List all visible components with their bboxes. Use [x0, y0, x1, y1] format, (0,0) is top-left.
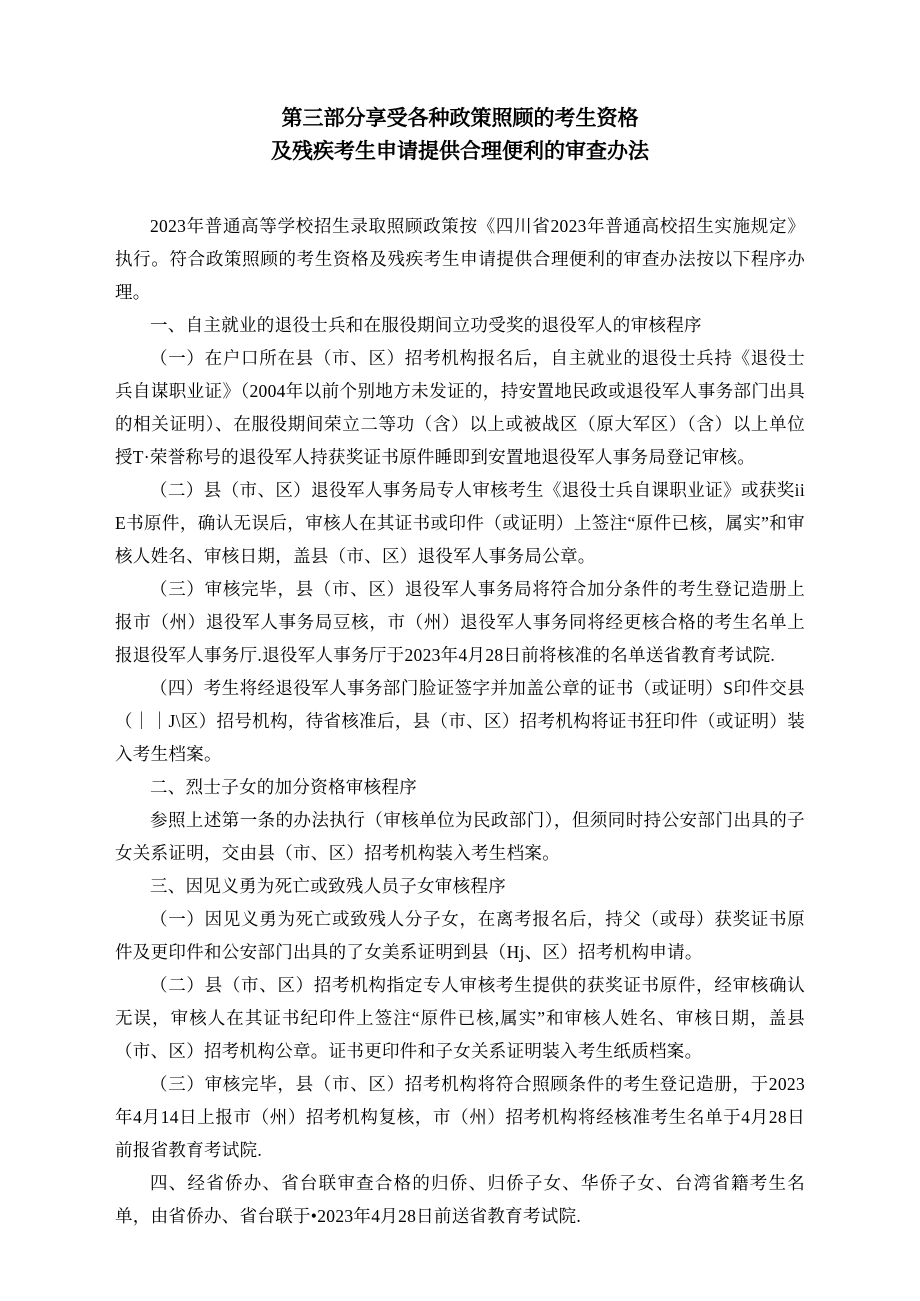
document-title — [115, 102, 805, 168]
paragraph-section-1-item-2: （二）县（市、区）退役军人事务局专人审核考生《退役士兵自课职业证》或获奖iiE书原件，确认无误后，审核人在其证书或印件（或证明）上签注“原件已核，属实”和审核人姓名、审核日期，盖县（市、区）退役军人事务局公章。 — [115, 480, 805, 566]
document-body — [115, 210, 805, 1233]
paragraph-section-2-body: 参照上述第一条的办法执行（审核单位为民政部门），但须同时持公安部门出具的子女关系证明，交由县（市、区）招考机构装入考生档案。 — [115, 810, 805, 863]
paragraph-section-1-item-3: （三）审核完毕，县（市、区）退役军人事务局将符合加分条件的考生登记造册上报市（州）退役军人事务局豆核，市（州）退役军人事务同将经更核合格的考生名单上报退役军人事务厅.退役军人事务厅于2023年4月28日前将核准的名单送省教育考试院. — [115, 579, 805, 665]
paragraph-section-3-heading: 三、因见义勇为死亡或致残人员子女审核程序 — [150, 876, 506, 896]
paragraph-section-1-item-4: （四）考生将经退役军人事务部门脸证签字并加盖公章的证书（或证明）S印件交县（｜｜J\区）招号机构，待省核准后，县（市、区）招考机构将证书狂印件（或证明）装入考生档案。 — [115, 678, 805, 764]
title-line-2: 及残疾考生申请提供合理便利的审查办法 — [271, 139, 649, 163]
paragraph-section-2-heading: 二、烈士子女的加分资格审核程序 — [150, 777, 417, 797]
paragraph-section-3-item-2: （二）县（市、区）招考机构指定专人审核考生提供的获奖证书原件，经审核确认无误，审核人在其证书纪印件上签注“原件已核,属实”和审核人姓名、审核日期，盖县（市、区）招考机构公章。证书更印件和子女关系证明装入考生纸质档案。 — [115, 975, 805, 1061]
paragraph-section-3-item-1: （一）因见义勇为死亡或致残人分子女，在离考报名后，持父（或母）获奖证书原件及更印件和公安部门出具的了女美系证明到县（Hj、区）招考机构申请。 — [115, 909, 805, 962]
paragraph-section-4: 四、经省侨办、省台联审查合格的归侨、归侨子女、华侨子女、台湾省籍考生名单，由省侨办、省台联于•2023年4月28日前送省教育考试院. — [115, 1173, 805, 1226]
paragraph-section-1-heading: 一、自主就业的退役士兵和在服役期间立功受奖的退役军人的审核程序 — [150, 315, 702, 335]
paragraph-section-1-item-1: （一）在户口所在县（市、区）招考机构报名后，自主就业的退役士兵持《退役士兵自谋职业证》（2004年以前个别地方未发证的，持安置地民政或退役军人事务部门出具的相关证明）、在服役期间荣立二等功（含）以上或被战区（原大军区）（含）以上单位授T·荣誉称号的退役军人持获奖证书原件睡即到安置地退役军人事务局登记审核。 — [115, 348, 805, 467]
paragraph-section-3-item-3: （三）审核完毕，县（市、区）招考机构将符合照顾条件的考生登记造册，于2023年4月14日上报市（州）招考机构复核，市（州）招考机构将经核准考生名单于4月28日前报省教育考试院. — [115, 1074, 805, 1160]
paragraph-intro: 2023年普通高等学校招生录取照顾政策按《四川省2023年普通高校招生实施规定》执行。符合政策照顾的考生资格及残疾考生申请提供合理便利的审查办法按以下程序办理。 — [115, 216, 805, 302]
title-line-1: 第三部分享受各种政策照顾的考生资格 — [281, 106, 639, 130]
